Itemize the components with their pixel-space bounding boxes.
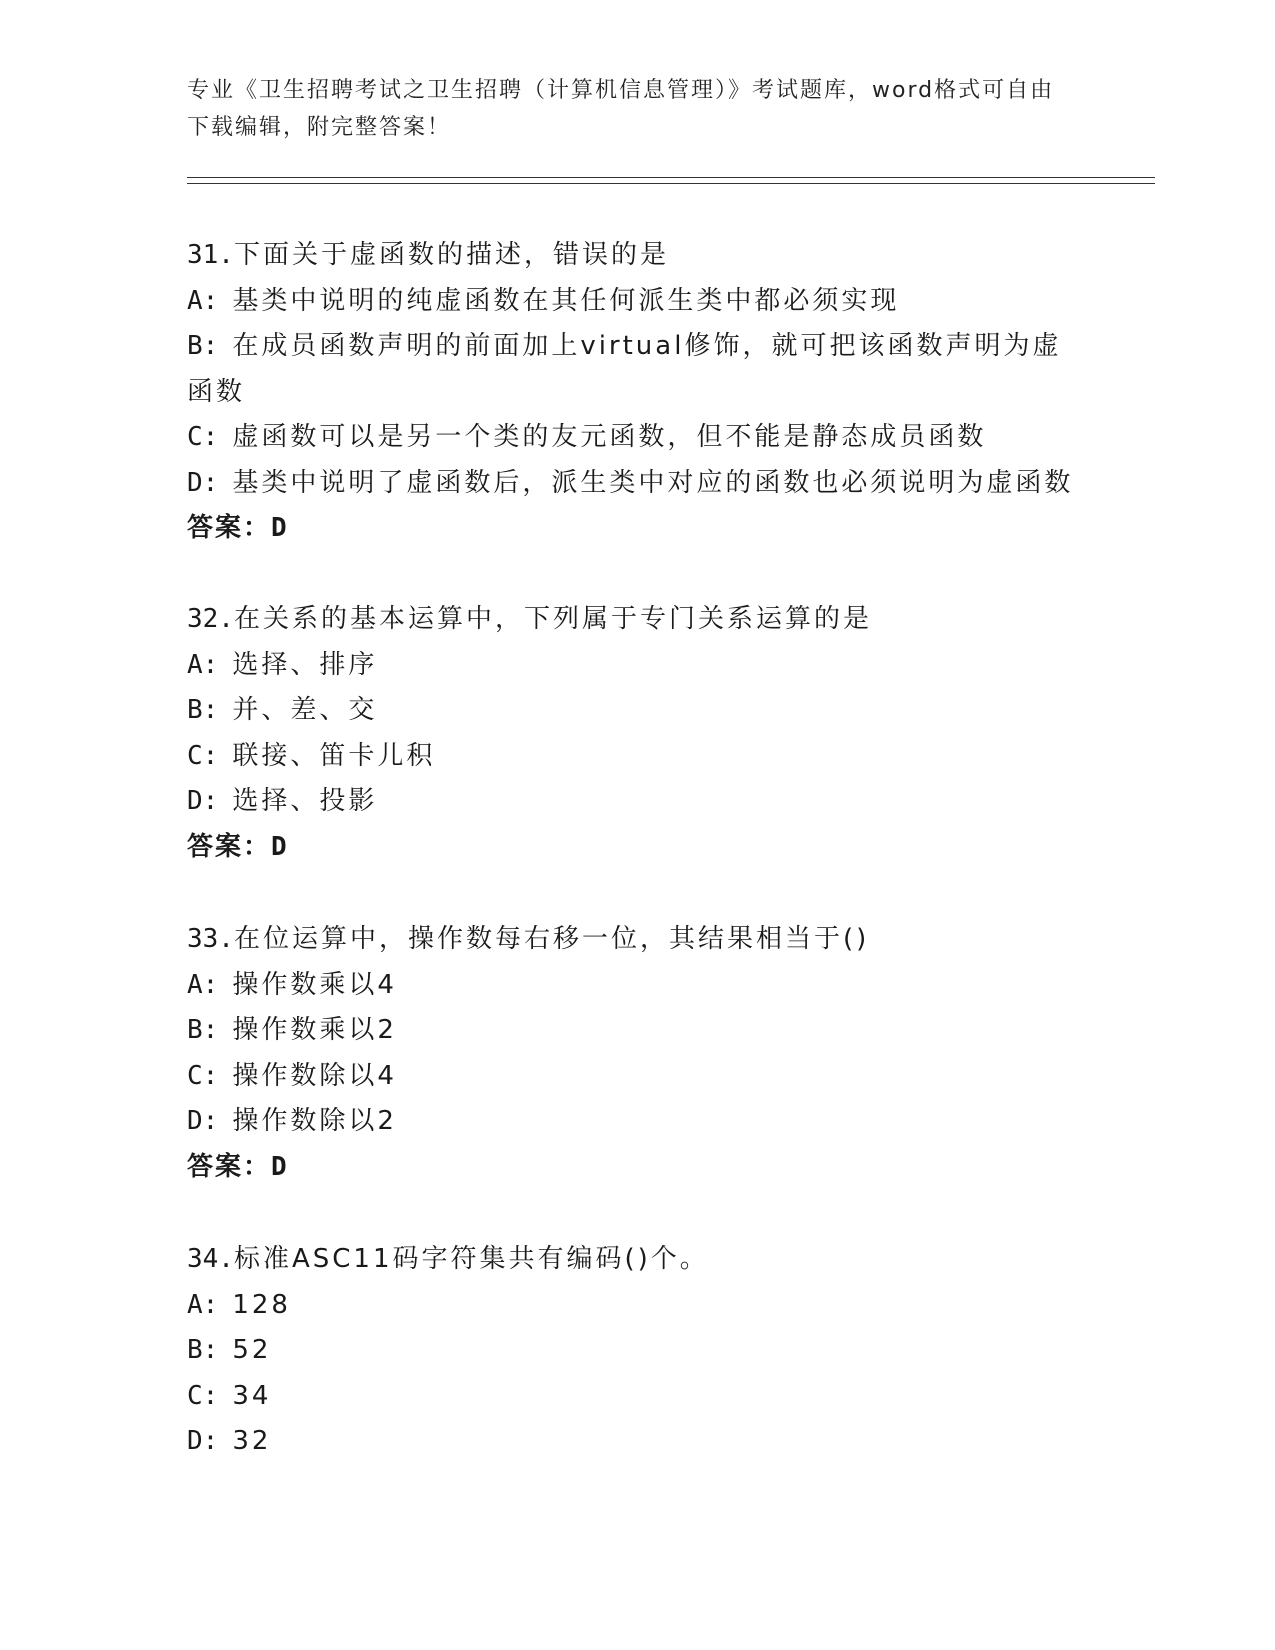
option-text: 基类中说明了虚函数后，派生类中对应的函数也必须说明为虚函数 [232, 467, 1074, 498]
option-c [187, 1054, 1087, 1100]
question-stem [187, 597, 1087, 643]
option-letter: D: [187, 467, 219, 498]
option-text: 在成员函数声明的前面加上virtual修饰，就可把该函数声明为虚函数 [187, 331, 1062, 407]
option-d [187, 461, 1087, 507]
option-letter: B: [187, 695, 219, 725]
option-text: 52 [232, 1335, 272, 1365]
option-text: 并、差、交 [232, 695, 378, 725]
option-letter: A: [187, 969, 219, 1000]
header-divider-top [187, 177, 1155, 178]
option-letter: B: [187, 1335, 219, 1365]
option-text: 操作数除以2 [232, 1106, 397, 1136]
option-c [187, 734, 1087, 780]
option-letter: D: [187, 1426, 219, 1456]
option-b [187, 324, 1087, 415]
answer-line [187, 1145, 1087, 1191]
answer-line [187, 825, 1087, 871]
question-stem [187, 233, 1087, 279]
option-c [187, 1374, 1087, 1420]
option-letter: A: [187, 1289, 219, 1320]
option-c [187, 415, 1087, 461]
option-letter: D: [187, 1106, 219, 1136]
option-a [187, 643, 1087, 689]
answer-label: 答案： [187, 831, 272, 862]
option-letter: D: [187, 786, 219, 816]
option-text: 操作数除以4 [232, 1060, 397, 1091]
option-d [187, 1419, 1087, 1465]
option-d [187, 779, 1087, 825]
option-b [187, 1008, 1087, 1054]
answer-value: D [271, 831, 289, 862]
question-33 [187, 917, 1087, 1190]
option-a [187, 279, 1087, 325]
answer-label: 答案： [187, 1151, 272, 1182]
question-31 [187, 233, 1087, 552]
option-a [187, 1283, 1087, 1329]
option-text: 选择、投影 [232, 786, 378, 816]
option-letter: A: [187, 285, 219, 316]
question-32 [187, 597, 1087, 870]
question-text: 下面关于虚函数的描述，错误的是 [233, 240, 669, 270]
option-text: 128 [232, 1289, 291, 1320]
option-text: 虚函数可以是另一个类的友元函数，但不能是静态成员函数 [232, 422, 987, 452]
option-b [187, 688, 1087, 734]
option-text: 基类中说明的纯虚函数在其任何派生类中都必须实现 [232, 285, 900, 316]
option-letter: B: [187, 1015, 219, 1045]
answer-label: 答案： [187, 513, 272, 543]
header-divider-bottom [187, 183, 1155, 184]
option-letter: C: [187, 1380, 219, 1411]
option-text: 操作数乘以2 [232, 1015, 397, 1045]
option-text: 联接、笛卡儿积 [232, 740, 436, 771]
option-text: 操作数乘以4 [232, 969, 397, 1000]
option-letter: A: [187, 649, 219, 680]
question-number: 34. [187, 1244, 234, 1274]
option-text: 选择、排序 [232, 649, 378, 680]
question-text: 在关系的基本运算中，下列属于专门关系运算的是 [233, 604, 872, 634]
header-text: 专业《卫生招聘考试之卫生招聘（计算机信息管理）》考试题库，word格式可自由下载编辑，附完整答案！ [187, 78, 1055, 140]
option-d [187, 1099, 1087, 1145]
question-34 [187, 1237, 1087, 1465]
question-number: 31. [187, 240, 234, 270]
option-letter: C: [187, 740, 219, 771]
option-b [187, 1328, 1087, 1374]
answer-value: D [271, 1151, 289, 1182]
answer-line [187, 506, 1087, 552]
option-text: 34 [232, 1380, 272, 1411]
answer-value: D [271, 513, 289, 543]
question-number: 33. [187, 924, 234, 954]
question-number: 32. [187, 604, 234, 634]
option-letter: B: [187, 331, 219, 361]
question-text: 标准ASC11码字符集共有编码()个。 [233, 1244, 709, 1274]
option-letter: C: [187, 422, 219, 452]
option-letter: C: [187, 1060, 219, 1091]
option-text: 32 [232, 1426, 272, 1456]
option-a [187, 963, 1087, 1009]
question-stem [187, 917, 1087, 963]
question-stem [187, 1237, 1087, 1283]
question-text: 在位运算中，操作数每右移一位，其结果相当于() [233, 924, 870, 954]
document-header [187, 72, 1067, 146]
